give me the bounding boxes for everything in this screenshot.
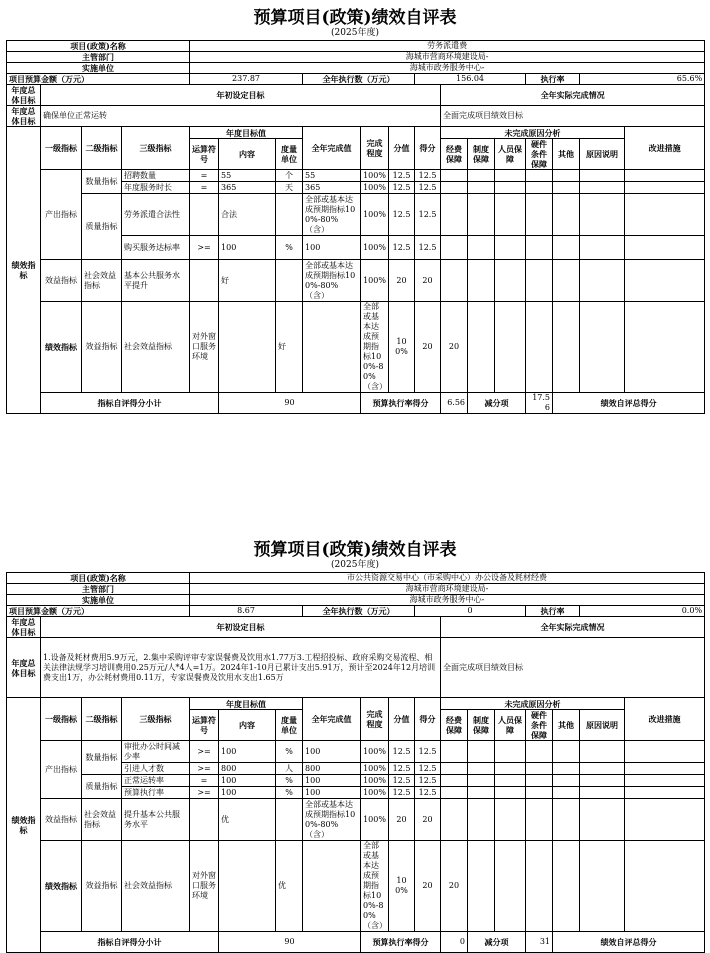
header-score-value: 分值 bbox=[389, 698, 415, 741]
degree-cell: 100% bbox=[361, 741, 389, 763]
project-name: 劳务派遣费 bbox=[190, 41, 705, 52]
value-cell: 20 bbox=[389, 799, 415, 841]
dept-value: 海城市营商环境建设局- bbox=[190, 52, 705, 63]
content-cell: 55 bbox=[219, 170, 276, 182]
deduct-label: 减分项 bbox=[468, 932, 526, 953]
level3-cell: 审批办公时间减少率 bbox=[122, 741, 190, 763]
unit-cell: 天 bbox=[276, 182, 303, 194]
op-cell: >= bbox=[190, 741, 219, 763]
header-target: 年度目标值 bbox=[190, 698, 303, 710]
table-row bbox=[7, 170, 705, 182]
unit-cell: 个 bbox=[276, 170, 303, 182]
goal-set-label: 年初设定目标 bbox=[41, 85, 441, 106]
value-cell: 12.5 bbox=[389, 194, 415, 236]
budget-value: 8.67 bbox=[190, 606, 303, 617]
level2-cell: 社会效益指标 bbox=[122, 302, 190, 393]
deduct-value: 31 bbox=[526, 932, 553, 953]
self-score-label: 指标自评得分小计 bbox=[41, 393, 219, 414]
header-op: 运算符号 bbox=[190, 710, 219, 741]
value-cell: 12.5 bbox=[389, 775, 415, 787]
unit-cell: % bbox=[276, 741, 303, 763]
header-score: 得分 bbox=[415, 698, 441, 741]
eval-table bbox=[6, 40, 705, 414]
header-level2: 二级指标 bbox=[82, 127, 122, 170]
header-score-value: 分值 bbox=[389, 127, 415, 170]
score-cell: 12.5 bbox=[415, 170, 441, 182]
op-cell bbox=[190, 799, 219, 841]
header-r2: 制度保障 bbox=[468, 139, 495, 170]
full-cell: 全部或基本达成预期指标100%-80%（含） bbox=[303, 260, 361, 302]
level3-cell: 对外窗口服务环境 bbox=[190, 841, 219, 932]
unit-cell bbox=[303, 841, 361, 932]
unit-cell: 人 bbox=[276, 763, 303, 775]
header-measure: 度量单位 bbox=[276, 710, 303, 741]
level3-cell: 购买服务达标率 bbox=[122, 236, 190, 260]
content-cell: 100 bbox=[219, 236, 276, 260]
score-cell: 12.5 bbox=[415, 787, 441, 799]
unit-cell: % bbox=[276, 775, 303, 787]
header-r6: 原因说明 bbox=[580, 139, 625, 170]
score-cell: 12.5 bbox=[415, 775, 441, 787]
full-cell: 100 bbox=[303, 741, 361, 763]
full-cell: 365 bbox=[303, 182, 361, 194]
full-cell: 全部或基本达成预期指标100%-80%（含） bbox=[361, 841, 389, 932]
score-cell: 12.5 bbox=[415, 741, 441, 763]
self-score-value: 90 bbox=[219, 393, 361, 414]
summary-row bbox=[7, 393, 705, 414]
exec-value: 0 bbox=[415, 606, 526, 617]
op-cell: >= bbox=[190, 763, 219, 775]
score-cell: 12.5 bbox=[415, 194, 441, 236]
budget-label: 项目预算金额（万元） bbox=[7, 74, 190, 85]
header-r3: 人员保障 bbox=[495, 139, 526, 170]
value-cell: 12.5 bbox=[389, 741, 415, 763]
header-degree: 完成程度 bbox=[361, 127, 389, 170]
score-cell: 20 bbox=[441, 841, 468, 932]
header-measures: 改进措施 bbox=[625, 698, 705, 741]
budget-label: 项目预算金额（万元） bbox=[7, 606, 190, 617]
level3-cell: 引进人才数 bbox=[122, 763, 190, 775]
goal-actual-label: 全年实际完成情况 bbox=[441, 617, 705, 638]
self-score-label: 指标自评得分小计 bbox=[41, 932, 219, 953]
eval-sheet-1 bbox=[6, 8, 704, 414]
project-name-label: 项目(政策)名称 bbox=[7, 573, 190, 584]
dept-label: 主管部门 bbox=[7, 52, 190, 63]
op-cell: = bbox=[190, 182, 219, 194]
value-cell: 12.5 bbox=[389, 787, 415, 799]
op-cell bbox=[219, 841, 276, 932]
level3-cell: 正常运转率 bbox=[122, 775, 190, 787]
full-cell: 全部或基本达成预期指标100%-80%（含） bbox=[303, 799, 361, 841]
header-r5: 其他 bbox=[553, 710, 580, 741]
content-cell: 800 bbox=[219, 763, 276, 775]
header-target: 年度目标值 bbox=[190, 127, 303, 139]
actual-text: 全面完成项目绩效目标 bbox=[441, 106, 705, 127]
level1-cell: 效益指标 bbox=[41, 260, 82, 302]
unit-label: 实施单位 bbox=[7, 595, 190, 606]
level3-cell: 提升基本公共服务水平 bbox=[122, 799, 190, 841]
degree-cell: 100% bbox=[389, 841, 415, 932]
level1-cell: 效益指标 bbox=[82, 841, 122, 932]
level2-cell: 数量指标 bbox=[82, 741, 122, 775]
header-score: 得分 bbox=[415, 127, 441, 170]
header-r3: 人员保障 bbox=[495, 710, 526, 741]
degree-cell: 100% bbox=[361, 763, 389, 775]
level2-cell: 质量指标 bbox=[82, 775, 122, 799]
op-cell bbox=[219, 302, 276, 393]
header-r5: 其他 bbox=[553, 139, 580, 170]
op-cell: >= bbox=[190, 236, 219, 260]
op-cell bbox=[190, 194, 219, 236]
level1-cell: 效益指标 bbox=[41, 799, 82, 841]
score-cell: 20 bbox=[415, 799, 441, 841]
level3-cell: 对外窗口服务环境 bbox=[190, 302, 219, 393]
header-level1: 一级指标 bbox=[41, 698, 82, 741]
level2-cell: 社会效益指标 bbox=[122, 841, 190, 932]
total-label: 绩效自评总得分 bbox=[553, 393, 705, 414]
level2-cell: 质量指标 bbox=[82, 194, 122, 260]
full-cell: 全部或基本达成预期指标100%-80%（含） bbox=[361, 302, 389, 393]
project-name: 市公共资源交易中心（市采购中心）办公设备及耗材经费 bbox=[190, 573, 705, 584]
eval-table bbox=[6, 572, 705, 953]
unit-label: 实施单位 bbox=[7, 63, 190, 74]
header-r4: 硬件条件保障 bbox=[526, 139, 553, 170]
header-level3: 三级指标 bbox=[122, 127, 190, 170]
output-label: 产出指标 bbox=[41, 741, 82, 799]
degree-cell: 100% bbox=[361, 236, 389, 260]
content-cell: 100 bbox=[219, 787, 276, 799]
unit-cell bbox=[303, 302, 361, 393]
sheet-title: 预算项目(政策)绩效自评表 bbox=[253, 540, 457, 560]
degree-cell: 100% bbox=[389, 302, 415, 393]
full-cell: 100 bbox=[303, 787, 361, 799]
level2-cell: 社会效益指标 bbox=[82, 799, 122, 841]
op-cell bbox=[190, 260, 219, 302]
unit-cell: % bbox=[276, 236, 303, 260]
value-cell: 20 bbox=[415, 841, 441, 932]
degree-cell: 100% bbox=[361, 787, 389, 799]
header-r2: 制度保障 bbox=[468, 710, 495, 741]
level2-cell: 数量指标 bbox=[82, 170, 122, 194]
content-cell: 好 bbox=[276, 302, 303, 393]
header-r1: 经费保障 bbox=[441, 710, 468, 741]
actual-text: 全面完成项目绩效目标 bbox=[441, 638, 705, 698]
level2-cell: 社会效益指标 bbox=[82, 260, 122, 302]
content-cell: 100 bbox=[219, 741, 276, 763]
deduct-value: 17.56 bbox=[526, 393, 553, 414]
op-cell: = bbox=[190, 775, 219, 787]
deduct-label: 减分项 bbox=[468, 393, 526, 414]
table-row bbox=[7, 302, 705, 393]
dept-value: 海城市营商环境建设局- bbox=[190, 584, 705, 595]
degree-cell: 100% bbox=[361, 799, 389, 841]
value-cell: 20 bbox=[389, 260, 415, 302]
unit-value: 海城市政务服务中心- bbox=[190, 63, 705, 74]
project-name-label: 项目(政策)名称 bbox=[7, 41, 190, 52]
total-label: 绩效自评总得分 bbox=[553, 932, 705, 953]
rate-label: 执行率 bbox=[526, 74, 580, 85]
degree-cell: 100% bbox=[361, 194, 389, 236]
budget-value: 237.87 bbox=[190, 74, 303, 85]
budget-score-value: 0 bbox=[441, 932, 468, 953]
unit-cell bbox=[276, 260, 303, 302]
score-cell: 20 bbox=[415, 260, 441, 302]
budget-score-label: 预算执行率得分 bbox=[361, 393, 441, 414]
indicator-label-2: 绩效指标 bbox=[41, 302, 82, 393]
header-r4: 硬件条件保障 bbox=[526, 710, 553, 741]
eval-sheet-2 bbox=[6, 540, 704, 953]
level3-cell: 基本公共服务水平提升 bbox=[122, 260, 190, 302]
budget-score-label: 预算执行率得分 bbox=[361, 932, 441, 953]
level3-cell: 劳务派遣合法性 bbox=[122, 194, 190, 236]
indicator-label: 绩效指标 bbox=[7, 127, 41, 414]
value-cell: 12.5 bbox=[389, 182, 415, 194]
goal-actual-label: 全年实际完成情况 bbox=[441, 85, 705, 106]
sheet-year: (2025年度) bbox=[331, 28, 379, 38]
header-level2: 二级指标 bbox=[82, 698, 122, 741]
header-full-value: 全年完成值 bbox=[303, 127, 361, 170]
degree-cell: 100% bbox=[361, 260, 389, 302]
value-cell: 12.5 bbox=[389, 763, 415, 775]
dept-label: 主管部门 bbox=[7, 584, 190, 595]
content-cell: 合法 bbox=[219, 194, 276, 236]
unit-cell bbox=[276, 799, 303, 841]
op-cell: = bbox=[190, 170, 219, 182]
table-row bbox=[7, 799, 705, 841]
full-cell: 55 bbox=[303, 170, 361, 182]
rate-value: 65.6% bbox=[580, 74, 705, 85]
unit-cell bbox=[276, 194, 303, 236]
goal-label: 年度总体目标 bbox=[7, 106, 41, 127]
goal-text: 确保单位正常运转 bbox=[41, 106, 441, 127]
level1-cell: 效益指标 bbox=[82, 302, 122, 393]
value-cell: 12.5 bbox=[389, 236, 415, 260]
goal-label: 年度总体目标 bbox=[7, 85, 41, 106]
header-full-value: 全年完成值 bbox=[303, 698, 361, 741]
goal-label: 年度总体目标 bbox=[7, 638, 41, 698]
content-cell: 优 bbox=[276, 841, 303, 932]
table-row bbox=[7, 194, 705, 236]
header-op: 运算符号 bbox=[190, 139, 219, 170]
score-cell: 12.5 bbox=[415, 763, 441, 775]
table-row bbox=[7, 775, 705, 787]
budget-score-value: 6.56 bbox=[441, 393, 468, 414]
header-level3: 三级指标 bbox=[122, 698, 190, 741]
sheet-title: 预算项目(政策)绩效自评表 bbox=[253, 8, 457, 28]
unit-cell: % bbox=[276, 787, 303, 799]
full-cell: 100 bbox=[303, 236, 361, 260]
header-content: 内容 bbox=[219, 139, 276, 170]
score-cell: 12.5 bbox=[415, 182, 441, 194]
level3-cell: 预算执行率 bbox=[122, 787, 190, 799]
score-cell: 12.5 bbox=[415, 236, 441, 260]
goal-text: 1.设备及耗材费用5.9万元，2.集中采购评审专家误餐费及饮用水1.77万3.工程招投标、政府采购交易流程、相关法律法规学习培训费用0.25万元/人*4人=1万。2024年1-10月已累计支出5.91万，预计至2024年12月培训费支出1万，办公耗材费用0.11万，专家误餐费及饮用水支出1.65万 bbox=[41, 638, 441, 698]
table-row bbox=[7, 260, 705, 302]
full-cell: 800 bbox=[303, 763, 361, 775]
header-measure: 度量单位 bbox=[276, 139, 303, 170]
degree-cell: 100% bbox=[361, 182, 389, 194]
goal-label: 年度总体目标 bbox=[7, 617, 41, 638]
content-cell: 好 bbox=[219, 260, 276, 302]
output-label: 产出指标 bbox=[41, 170, 82, 260]
indicator-label-2: 绩效指标 bbox=[41, 841, 82, 932]
header-reason: 未完成原因分析 bbox=[441, 698, 625, 710]
full-cell: 全部或基本达成预期指标100%-80%（含） bbox=[303, 194, 361, 236]
exec-value: 156.04 bbox=[415, 74, 526, 85]
header-measures: 改进措施 bbox=[625, 127, 705, 170]
table-row bbox=[7, 841, 705, 932]
degree-cell: 100% bbox=[361, 775, 389, 787]
content-cell: 100 bbox=[219, 775, 276, 787]
header-reason: 未完成原因分析 bbox=[441, 127, 625, 139]
rate-label: 执行率 bbox=[526, 606, 580, 617]
self-score-value: 90 bbox=[219, 932, 361, 953]
content-cell: 优 bbox=[219, 799, 276, 841]
header-degree: 完成程度 bbox=[361, 698, 389, 741]
table-row bbox=[7, 741, 705, 763]
level3-cell: 招聘数量 bbox=[122, 170, 190, 182]
rate-value: 0.0% bbox=[580, 606, 705, 617]
unit-value: 海城市政务服务中心- bbox=[190, 595, 705, 606]
exec-label: 全年执行数（万元） bbox=[303, 74, 415, 85]
content-cell: 365 bbox=[219, 182, 276, 194]
score-cell: 20 bbox=[441, 302, 468, 393]
header-r1: 经费保障 bbox=[441, 139, 468, 170]
exec-label: 全年执行数（万元） bbox=[303, 606, 415, 617]
full-cell: 100 bbox=[303, 775, 361, 787]
indicator-label: 绩效指标 bbox=[7, 698, 41, 953]
value-cell: 12.5 bbox=[389, 170, 415, 182]
value-cell: 20 bbox=[415, 302, 441, 393]
header-r6: 原因说明 bbox=[580, 710, 625, 741]
sheet-year: (2025年度) bbox=[331, 560, 379, 570]
degree-cell: 100% bbox=[361, 170, 389, 182]
header-content: 内容 bbox=[219, 710, 276, 741]
op-cell: >= bbox=[190, 787, 219, 799]
goal-set-label: 年初设定目标 bbox=[41, 617, 441, 638]
header-level1: 一级指标 bbox=[41, 127, 82, 170]
level3-cell: 年度服务时长 bbox=[122, 182, 190, 194]
